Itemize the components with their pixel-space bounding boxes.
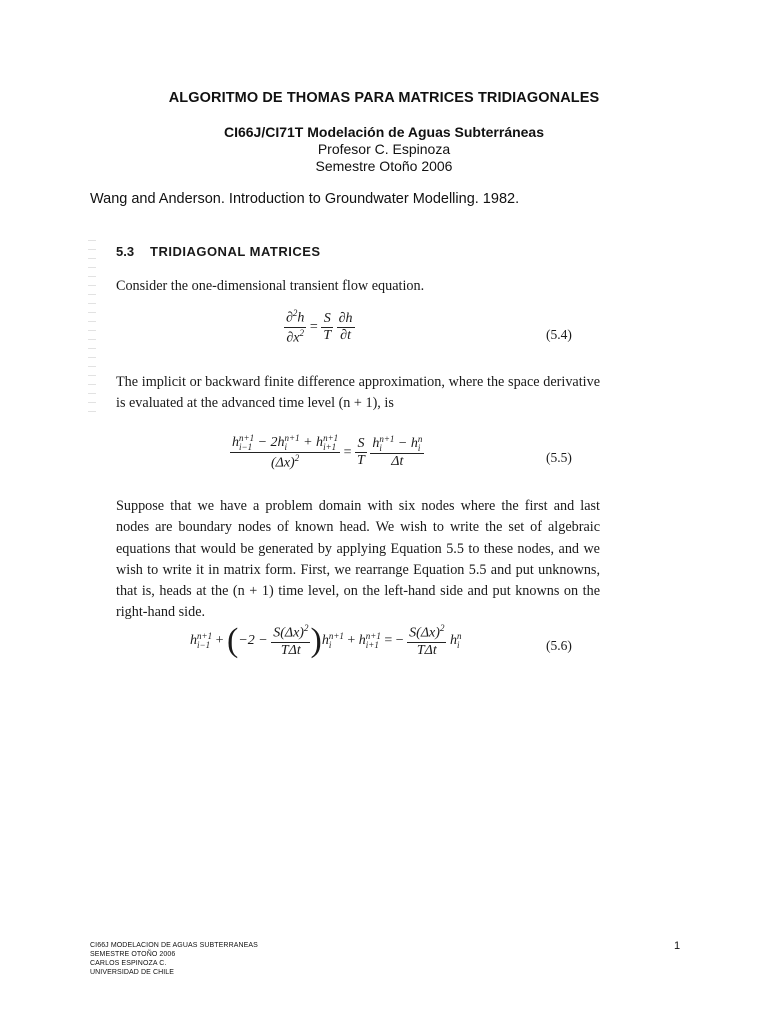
professor-name: Profesor C. Espinoza	[317, 141, 451, 157]
equation-label-5-6: (5.6)	[546, 638, 572, 653]
equation-5-6: h n+1 i−1 + (−2 − $\frac{S(\Delta x)^2}{\text{TΔt}}$ )h n+1 i + h n+1 i+1 = − $\frac{S(\Delta x)^2}{\text{TΔt}}$ h n i	[190, 622, 462, 659]
section-number: 5.3	[116, 244, 135, 259]
reference-citation: Wang and Anderson. Introduction to Groundwater Modelling. 1982.	[90, 191, 520, 207]
footer-line: CI66J MODELACION DE AGUAS SUBTERRANEAS	[90, 942, 258, 949]
equation-label-5-4: (5.4)	[546, 327, 572, 342]
document-title: ALGORITMO DE THOMAS PARA MATRICES TRIDIAGONALES	[168, 90, 600, 106]
page-footer	[90, 941, 258, 977]
equation-5-5: h n+1 i−1 − 2h n+1 i + h n+1 i+1 $(\Delta x)^2$ = $\frac{S}{T}$ h n+1 i − h n i Δt	[232, 433, 423, 471]
semester: Semestre Otoño 2006	[315, 158, 453, 174]
section-title: TRIDIAGONAL MATRICES	[150, 244, 321, 259]
footer-line: CARLOS ESPINOZA C.	[90, 960, 167, 967]
footer-line: SEMESTRE OTOÑO 2006	[90, 951, 176, 958]
paragraph-3: Suppose that we have a problem domain with six nodes where the first and last nodes are boundary nodes of known head. We wish to write the set of algebraic equations that would be generated by applying Equation 5.5 to these nodes, and we wish to write it in matrix form. First, we rearrange Equation 5.5 and put unknowns, that is, heads at the (n + 1) time level, on the left-hand side and put knowns on the right-hand side.	[116, 498, 600, 621]
course-name: CI66J/CI71T Modelación de Aguas Subterráneas	[223, 124, 545, 140]
paragraph-1: Consider the one-dimensional transient flow equation.	[116, 278, 425, 294]
page-number: 1	[674, 940, 681, 952]
equation-label-5-5: (5.5)	[546, 450, 572, 465]
paragraph-2: The implicit or backward finite difference approximation, where the space derivative is evaluated at the advanced time level (n + 1), is	[116, 374, 600, 412]
footer-line: UNIVERSIDAD DE CHILE	[90, 969, 175, 976]
equation-5-4: $\frac{\partial^2h}{\partial x^2}$ = $\frac{S}{T}$ $\frac{\partial h}{\partial t}$	[286, 308, 353, 346]
scanned-excerpt	[94, 238, 694, 678]
